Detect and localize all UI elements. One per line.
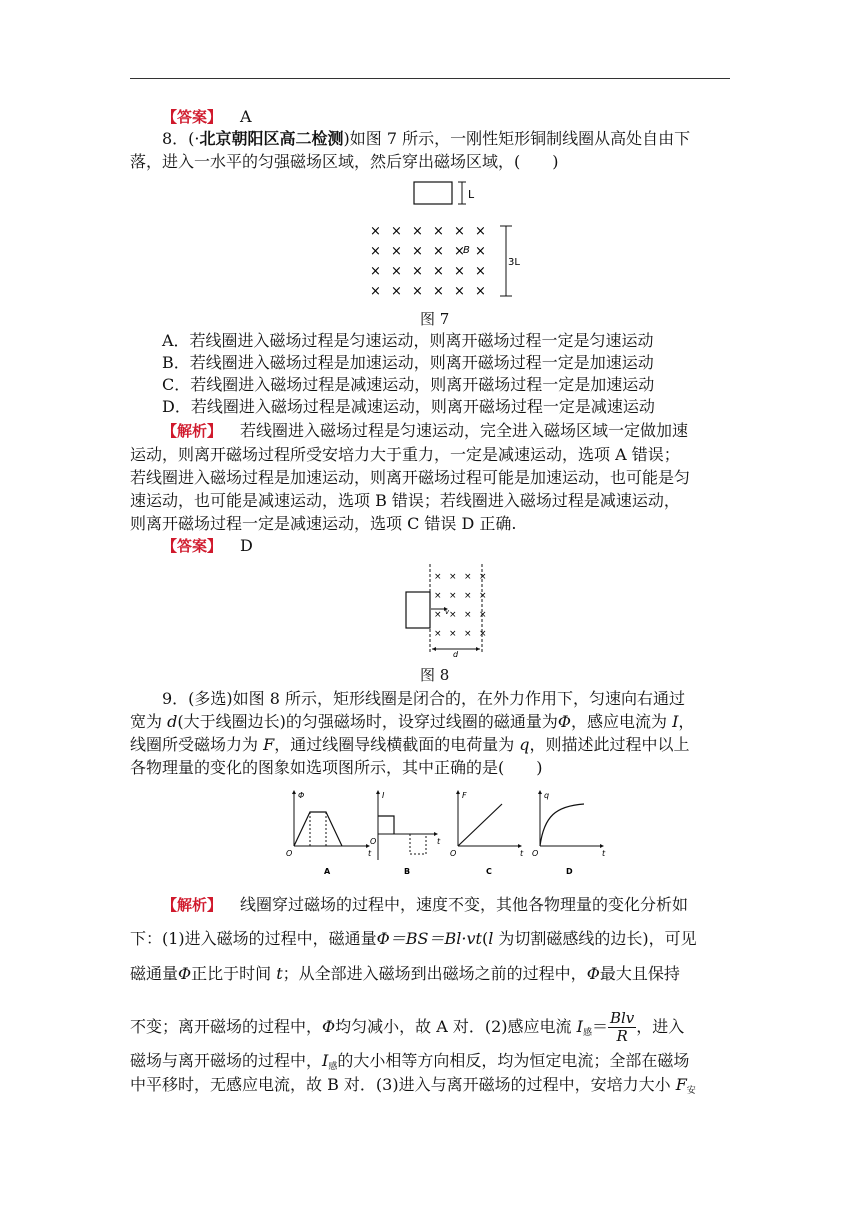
svg-text:t: t xyxy=(437,837,441,846)
graph-a-curve xyxy=(294,812,342,846)
field-cross: × xyxy=(475,284,486,299)
field-cross: × xyxy=(449,591,457,601)
q8-option-d: D．若线圈进入磁场过程是减速运动，则离开磁场过程一定是减速运动 xyxy=(162,397,655,416)
label-B: B xyxy=(463,245,470,256)
label-3L: 3L xyxy=(508,257,520,268)
field-cross: × xyxy=(479,629,487,639)
label-v: v xyxy=(445,608,450,616)
answer-value: A xyxy=(240,107,252,126)
field-cross: × xyxy=(464,572,472,582)
field-cross: × xyxy=(464,610,472,620)
svg-text:O: O xyxy=(286,849,293,858)
field-cross: × xyxy=(391,284,402,299)
q8-option-a: A．若线圈进入磁场过程是匀速运动，则离开磁场过程一定是匀速运动 xyxy=(162,331,654,350)
q8-option-b: B．若线圈进入磁场过程是加速运动，则离开磁场过程一定是加速运动 xyxy=(162,353,654,372)
header-rule xyxy=(130,78,730,79)
figure-8-caption: 图 8 xyxy=(420,666,450,684)
field-cross: × xyxy=(464,591,472,601)
label-L: L xyxy=(468,188,475,201)
graph-c xyxy=(450,790,524,876)
field-cross: × xyxy=(454,284,465,299)
q9-analysis-3: 磁通量Φ正比于时间 t；从全部进入磁场到出磁场之前的过程中，Φ最大且保持 xyxy=(130,964,680,983)
svg-text:Φ: Φ xyxy=(298,791,305,800)
label-d: d xyxy=(453,650,459,659)
field-crosses xyxy=(434,572,487,639)
q9-line1: 9．(多选)如图 8 所示，矩形线圈是闭合的，在外力作用下，匀速向右通过 xyxy=(162,689,686,708)
field-cross: × xyxy=(433,284,444,299)
q9-analysis-6: 中平移时，无感应电流，故 B 对．(3)进入与离开磁场的过程中，安培力大小 $F_安$ xyxy=(130,1075,696,1096)
field-cross: × xyxy=(449,572,457,582)
q8-analysis-3: 若线圈进入磁场过程是加速运动，则离开磁场过程可能是加速运动，也可能是匀 xyxy=(130,468,691,487)
q8-analysis-4: 速运动，也可能是减速运动，选项 B 错误；若线圈进入磁场过程是减速运动， xyxy=(130,491,680,510)
q9-line3: 线圈所受磁场力为 F，通过线圈导线横截面的电荷量为 q，则描述此过程中以上 xyxy=(130,735,690,754)
analysis-tag: 【解析】 xyxy=(162,896,223,914)
field-cross: × xyxy=(449,610,457,620)
field-cross: × xyxy=(475,244,486,259)
svg-text:t: t xyxy=(520,849,524,858)
field-cross: × xyxy=(434,629,442,639)
field-crosses xyxy=(370,224,486,299)
graph-a-label: A xyxy=(324,867,331,876)
figure-8 xyxy=(398,562,490,660)
svg-text:q: q xyxy=(544,791,550,800)
svg-text:O: O xyxy=(370,837,377,846)
field-cross: × xyxy=(391,244,402,259)
q8-analysis-1: 【解析】 若线圈进入磁场过程是匀速运动，完全进入磁场区域一定做加速 xyxy=(162,421,689,440)
field-cross: × xyxy=(412,224,423,239)
svg-text:O: O xyxy=(532,849,539,858)
svg-text:I: I xyxy=(382,791,385,800)
field-cross: × xyxy=(370,224,381,239)
svg-text:O: O xyxy=(450,849,457,858)
field-cross: × xyxy=(479,572,487,582)
field-cross: × xyxy=(464,629,472,639)
graph-b-label: B xyxy=(404,867,411,876)
svg-text:F: F xyxy=(462,791,467,800)
svg-text:t: t xyxy=(602,849,606,858)
figure-7-caption: 图 7 xyxy=(420,310,450,328)
field-cross: × xyxy=(412,264,423,279)
field-cross: × xyxy=(433,244,444,259)
graph-d xyxy=(532,790,606,876)
graph-c-curve xyxy=(458,804,502,846)
q8-option-c: C．若线圈进入磁场过程是减速运动，则离开磁场过程一定是加速运动 xyxy=(162,375,655,394)
q9-line4: 各物理量的变化的图象如选项图所示，其中正确的是( ) xyxy=(130,758,543,777)
field-cross: × xyxy=(449,629,457,639)
field-cross: × xyxy=(391,264,402,279)
graph-c-label: C xyxy=(486,867,492,876)
q9-line2: 宽为 d(大于线圈边长)的匀强磁场时，设穿过线圈的磁通量为Φ，感应电流为 I， xyxy=(130,712,695,731)
field-cross: × xyxy=(434,591,442,601)
figure-7 xyxy=(360,176,530,304)
q8-answer: 【答案】 D xyxy=(162,536,253,555)
analysis-tag: 【解析】 xyxy=(162,422,223,440)
coil-rect xyxy=(406,592,430,628)
field-cross: × xyxy=(433,224,444,239)
graph-a xyxy=(286,790,372,876)
q9-analysis-1: 【解析】 线圈穿过磁场的过程中，速度不变，其他各物理量的变化分析如 xyxy=(162,895,689,914)
graph-b-curve xyxy=(378,816,394,834)
graph-d-curve xyxy=(540,804,584,846)
field-cross: × xyxy=(412,284,423,299)
field-cross: × xyxy=(454,264,465,279)
field-cross: × xyxy=(370,244,381,259)
coil-rect xyxy=(414,182,452,204)
q9-graphs xyxy=(284,786,614,878)
answer-tag: 【答案】 xyxy=(162,108,223,126)
field-cross: × xyxy=(412,244,423,259)
answer-tag: 【答案】 xyxy=(162,537,223,555)
field-cross: × xyxy=(479,591,487,601)
field-cross: × xyxy=(433,264,444,279)
field-cross: × xyxy=(370,284,381,299)
q8-analysis-5: 则离开磁场过程一定是减速运动，选项 C 错误 D 正确. xyxy=(130,514,517,533)
field-cross: × xyxy=(434,610,442,620)
field-cross: × xyxy=(370,264,381,279)
field-cross: × xyxy=(475,224,486,239)
q8-line1: 8．(·北京朝阳区高二检测)如图 7 所示，一刚性矩形铜制线圈从高处自由下 xyxy=(162,129,691,148)
field-cross: × xyxy=(391,224,402,239)
field-cross: × xyxy=(454,224,465,239)
q9-analysis-2: 下：(1)进入磁场的过程中，磁通量Φ＝BS＝Bl·vt(l 为切割磁感线的边长)，可见 xyxy=(130,929,697,948)
q9-analysis-4: 不变；离开磁场的过程中，Φ均匀减小，故 A 对．(2)感应电流 $I_感=$ $\frac{\text{Blv}}{R}$ ，进入 xyxy=(130,1009,685,1045)
q7-answer xyxy=(162,106,252,128)
graph-b xyxy=(370,790,441,876)
field-cross: × xyxy=(434,572,442,582)
svg-text:t: t xyxy=(368,849,372,858)
graph-d-label: D xyxy=(566,867,573,876)
q8-analysis-2: 运动，则离开磁场过程所受安培力大于重力，一定是减速运动，选项 A 错误； xyxy=(130,445,680,464)
field-cross: × xyxy=(475,264,486,279)
q8-source: 北京朝阳区高二检测 xyxy=(199,129,344,148)
q9-analysis-5: 磁场与离开磁场的过程中，$I_感$的大小相等方向相反，均为恒定电流；全部在磁场 xyxy=(130,1051,690,1072)
field-cross: × xyxy=(479,610,487,620)
q8-line2: 落，进入一水平的匀强磁场区域，然后穿出磁场区域，( ) xyxy=(130,152,559,171)
field-cross: × xyxy=(454,244,465,259)
induced-current-fraction: $\frac{\text{Blv}}{R}$ xyxy=(609,1009,635,1045)
